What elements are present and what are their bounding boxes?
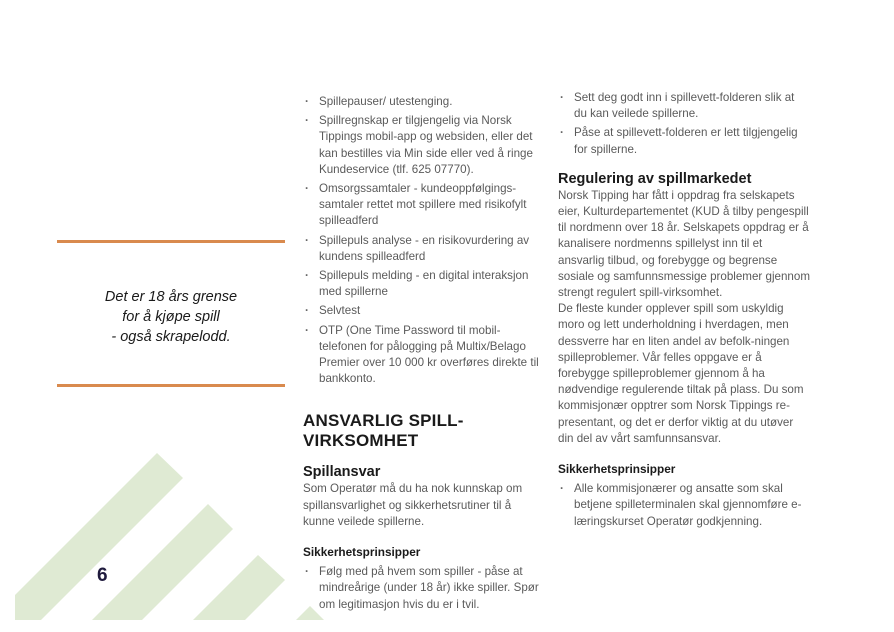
quote-line: for å kjøpe spill — [122, 309, 220, 325]
column-1 — [303, 94, 543, 616]
column-2 — [558, 90, 810, 533]
paragraph: Som Operatør må du ha nok kunnskap om spillansvarlighet og sikkerhetsrutiner til å kunne veilede spillerne. — [303, 482, 523, 528]
list-item: · Spillepuls analyse - en risikovurdering av kundens spilleadferd — [303, 233, 543, 265]
paragraph: De fleste kunder opplever spill som uskyldig moro og lett underholdning i hverdagen, men dessverre har en liten andel av befolk-ningen spilleproblemer. Vår felles oppgave er å forebygge spilleproblemer gjennom å ha nødvendige regulerende tiltak på plass. Du som kommisjonær opptrer som Norsk Tippings re-presentant, og det er derfor viktig at du utøver din del av vårt samfunnsansvar. — [558, 302, 804, 445]
section-heading — [303, 411, 543, 451]
list-item: · Omsorgssamtaler - kundeoppfølgings-samtaler rettet mot spillere med risikofylt spilleadferd — [303, 181, 543, 230]
pull-quote — [57, 287, 285, 347]
list-item: · Spillepuls melding - en digital interaksjon med spillerne — [303, 268, 543, 300]
paragraph: Norsk Tipping har fått i oppdrag fra selskapets eier, Kulturdepartementet (KUD å tilby pengespill til nordmenn over 18 år. Selskapets oppdrag er å kanalisere nordmenns spillelyst inn til et ansvarlig tilbud, og forebygge og begrense sosiale og samfunnsmessige problemer gjennom strengt regulert spill-virksomhet. — [558, 188, 810, 300]
list-item: · Alle kommisjonærer og ansatte som skal betjene spilleterminalen skal gjennomføre e-læringskurset Operatør godkjenning. — [558, 481, 810, 530]
bullet-list — [558, 90, 810, 158]
subsection-title: Sikkerhetsprinsipper — [303, 545, 421, 560]
list-item: · Spillepauser/ utestenging. — [303, 94, 543, 110]
quote-line: Det er 18 års grense — [104, 289, 238, 305]
subheading: Spillansvar — [303, 464, 381, 481]
subheading: Regulering av spillmarkedet — [558, 170, 752, 187]
heading-line: VIRKSOMHET — [303, 431, 419, 451]
page-number: 6 — [97, 565, 108, 586]
list-item: · Selvtest — [303, 303, 543, 319]
list-item: · Følg med på hvem som spiller - påse at mindreårige (under 18 år) ikke spiller. Spør om legitimasjon hvis du er i tvil. — [303, 564, 543, 613]
list-item: · Sett deg godt inn i spillevett-folderen slik at du kan veilede spillerne. — [558, 90, 810, 122]
subsection-title: Sikkerhetsprinsipper — [558, 462, 676, 477]
divider-top — [57, 240, 285, 243]
bullet-list — [558, 481, 810, 530]
quote-line: - også skrapelodd. — [111, 329, 231, 345]
bullet-list — [303, 564, 543, 613]
divider-bottom — [57, 384, 285, 387]
list-item: · Påse at spillevett-folderen er lett tilgjengelig for spillerne. — [558, 125, 810, 157]
heading-line: ANSVARLIG SPILL- — [303, 411, 464, 431]
list-item: · OTP (One Time Password til mobil- telefonen for pålogging på Multix/Belago Premier over 10 000 kr overføres direkte til bankkonto. — [303, 323, 543, 388]
bullet-list — [303, 94, 543, 387]
stripe — [193, 555, 285, 620]
list-item: · Spillregnskap er tilgjengelig via Norsk Tippings mobil-app og websiden, eller det kan bestilles via Min side eller ved å ringe Kundeservice (tlf. 625 07770). — [303, 113, 543, 178]
